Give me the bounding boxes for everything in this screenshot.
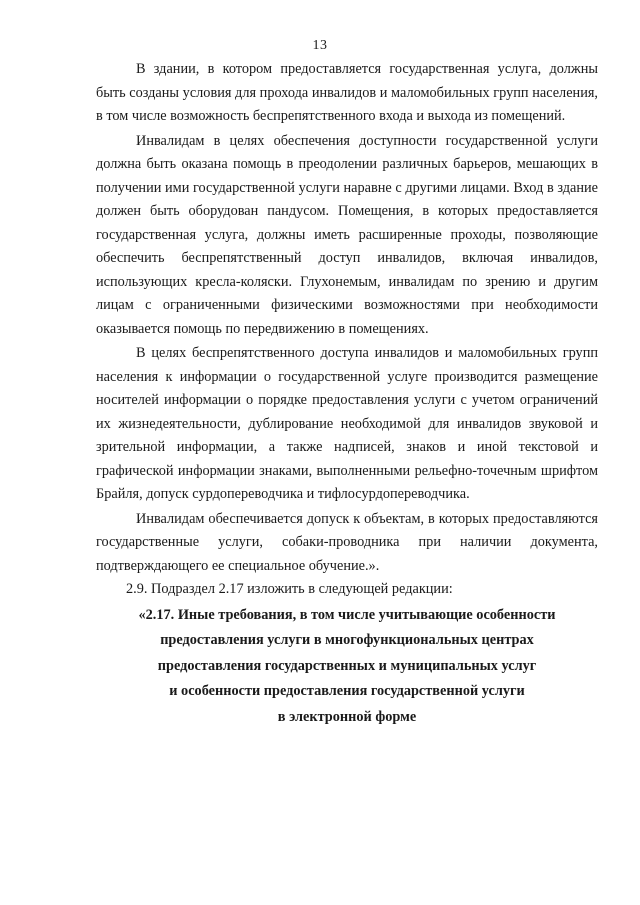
section-heading-line: предоставления государственных и муниципальных услуг xyxy=(157,657,537,674)
section-heading-line: в электронной форме xyxy=(277,708,417,725)
paragraph-guide-dog-access: Инвалидам обеспечивается допуск к объектам, в которых предоставляются государственные услуги, собаки-проводника при наличии документа, подтверждающего ее специальное обучение.». xyxy=(96,510,598,574)
paragraph-building-conditions: В здании, в котором предоставляется государственная услуга, должны быть созданы условия для прохода инвалидов и маломобильных групп населения, в том числе возможность беспрепятственного входа и выхода из помещений. xyxy=(96,61,598,124)
paragraph-assistance-to-disabled: Инвалидам в целях обеспечения доступности государственной услуги должна быть оказана помощь в преодолении различных барьеров, мешающих в получении ими государственной услуги наравне с другими лицами. Вход в здание должен быть оборудован пандусом. Помещения, в которых предоставляется государственная услуга, должны иметь расширенные проходы, позволяющие обеспечить беспрепятственный доступ инвалидов, включая инвалидов, использующих кресла-коляски. Глухонемым, инвалидам по зрению и другим лицам с ограниченными физическими возможностями при необходимости оказывается помощь по передвижению в помещениях. xyxy=(96,132,598,337)
section-heading xyxy=(96,604,598,730)
section-heading-line: предоставления услуги в многофункциональных центрах xyxy=(160,632,534,648)
paragraph-information-access: В целях беспрепятственного доступа инвалидов и маломобильных групп населения к информации о государственной услуге производится размещение носителей информации о порядке предоставления услуги с учетом ограничений их жизнедеятельности, дублирование необходимой для инвалидов звуковой и зрительной информации, а также надписей, знаков и иной текстовой и графической информации знаками, выполненными рельефно-точечным шрифтом Брайля, допуск сурдопереводчика и тифлосурдопереводчика. xyxy=(96,345,598,502)
page-number: 13 xyxy=(312,38,328,53)
document-body xyxy=(96,58,598,729)
section-heading-line: «2.17. Иные требования, в том числе учитывающие особенности xyxy=(138,606,556,623)
section-heading-line: и особенности предоставления государственной услуги xyxy=(169,683,525,699)
amendment-line: 2.9. Подраздел 2.17 изложить в следующей редакции: xyxy=(126,581,453,597)
